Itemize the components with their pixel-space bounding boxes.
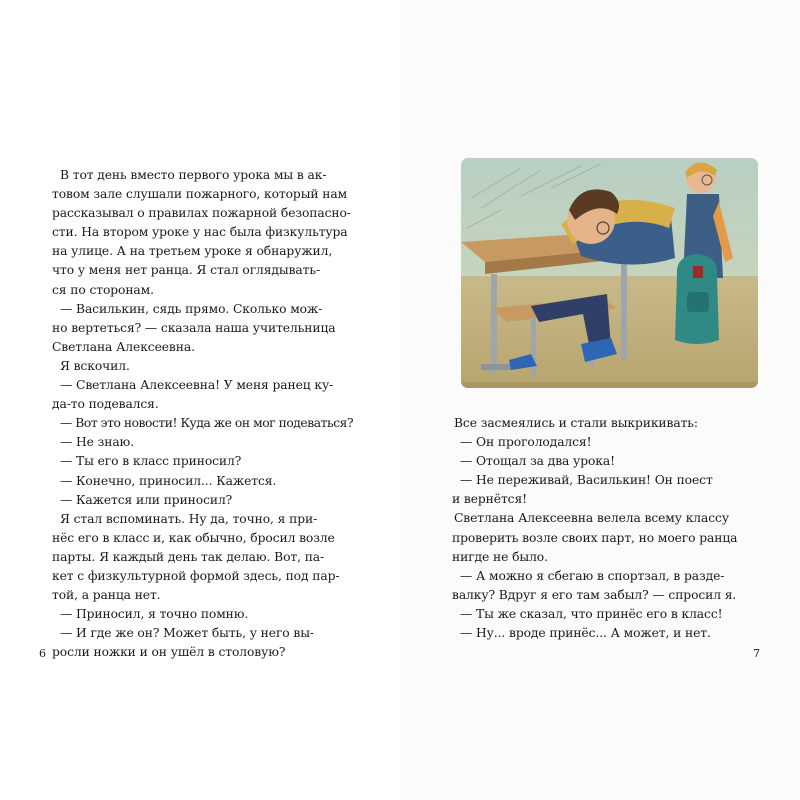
text-line: Все засмеялись и стали выкрикивать: xyxy=(454,416,698,430)
page-number: 6 xyxy=(39,647,46,660)
text-line: — Василькин, сядь прямо. Сколько мож- xyxy=(60,301,323,316)
text-line: — А можно я сбегаю в спортзал, в разде- xyxy=(460,568,725,583)
text-line: на улице. А на третьем уроке я обнаружил, xyxy=(52,244,333,259)
right-page-text xyxy=(452,414,756,643)
text-line: нёс его в класс и, как обычно, бросил возле xyxy=(52,530,335,545)
text-line: парты. Я каждый день так делаю. Вот, па- xyxy=(52,549,325,564)
text-line: валку? Вдруг я его там забыл? — спросил я. xyxy=(452,587,737,602)
text-line: росли ножки и он ушёл в столовую? xyxy=(52,645,286,660)
text-line: что у меня нет ранца. Я стал оглядывать- xyxy=(52,263,320,278)
right-page xyxy=(400,0,800,800)
text-line: да-то подевался. xyxy=(52,397,159,412)
text-line: нигде не было. xyxy=(452,549,548,564)
text-line: — Не знаю. xyxy=(60,435,134,450)
text-line: той, а ранца нет. xyxy=(52,588,161,603)
text-line: — Вот это новости! Куда же он мог подеваться? xyxy=(60,416,354,431)
text-line: В тот день вместо первого урока мы в ак- xyxy=(60,168,327,182)
text-line: но вертеться? — сказала наша учительница xyxy=(52,320,336,335)
text-line: ся по сторонам. xyxy=(52,282,154,297)
text-line: — Приносил, я точно помню. xyxy=(60,607,249,622)
text-line: Я вскочил. xyxy=(60,358,130,373)
text-line: кет с физкультурной формой здесь, под пар- xyxy=(52,568,340,583)
text-line: Светлана Алексеевна велела всему классу xyxy=(454,511,729,526)
text-line: — Ты его в класс приносил? xyxy=(60,454,242,469)
classroom-desk-illustration xyxy=(461,158,758,388)
text-line: рассказывал о правилах пожарной безопасно- xyxy=(52,206,351,221)
text-line: — И где же он? Может быть, у него вы- xyxy=(60,626,314,641)
text-line: — Отощал за два урока! xyxy=(460,454,615,469)
text-line: — Ты же сказал, что принёс его в класс! xyxy=(460,606,723,621)
text-line: сти. На втором уроке у нас была физкультура xyxy=(52,225,348,240)
text-line: и вернётся! xyxy=(452,492,527,507)
text-line: — Не переживай, Василькин! Он поест xyxy=(460,473,713,488)
text-line: — Светлана Алексеевна! У меня ранец ку- xyxy=(60,378,334,393)
left-page-text xyxy=(52,166,352,662)
text-line: товом зале слушали пожарного, который нам xyxy=(52,187,348,202)
text-line: — Ну... вроде принёс... А может, и нет. xyxy=(460,626,711,641)
page-number: 7 xyxy=(753,647,760,660)
text-line: — Конечно, приносил... Кажется. xyxy=(60,473,277,488)
text-line: — Кажется или приносил? xyxy=(60,492,233,507)
text-line: Светлана Алексеевна. xyxy=(52,339,195,354)
text-line: Я стал вспоминать. Ну да, точно, я при- xyxy=(60,511,318,526)
text-line: проверить возле своих парт, но моего ранца xyxy=(452,530,738,545)
text-line: — Он проголодался! xyxy=(460,435,592,450)
